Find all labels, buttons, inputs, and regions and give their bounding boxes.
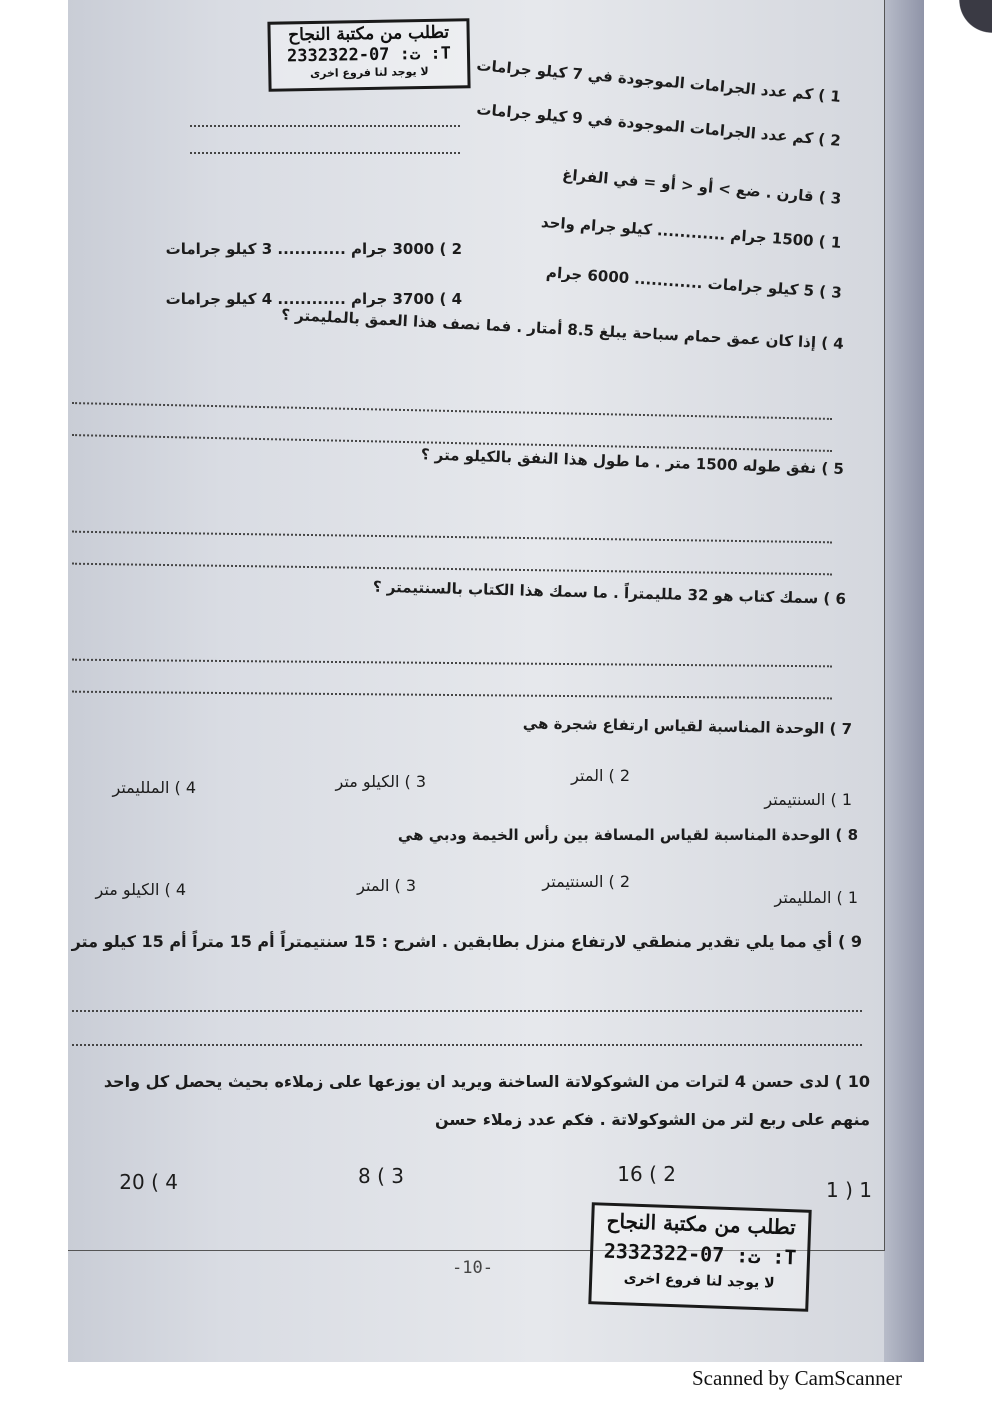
stamp-line3: لا يوجد لنا فروع اخرى bbox=[309, 64, 429, 81]
corner-shadow bbox=[922, 0, 992, 40]
question-10-option-3[interactable]: 3 ) 8 bbox=[358, 1164, 404, 1188]
question-10-option-4[interactable]: 4 ) 20 bbox=[119, 1170, 178, 1194]
page-edge-shadow bbox=[884, 0, 924, 1362]
question-3-item-3: 3 ) 5 كيلو جرامات ............ 6000 جرام bbox=[545, 263, 842, 302]
question-7: 7 ) الوحدة المناسبة لقياس ارتفاع شجرة هي bbox=[522, 714, 852, 738]
question-1b: 2 ) كم عدد الجرامات الموجودة في 9 كيلو جرامات bbox=[476, 100, 842, 150]
scanner-label: Scanned by CamScanner bbox=[692, 1366, 902, 1390]
footer-stamp bbox=[588, 1202, 811, 1312]
question-3-title: 3 ) قارن . ضع > أو < أو = في الفراغ bbox=[561, 165, 842, 208]
question-7-option-4[interactable]: 4 ) الملليمتر bbox=[112, 778, 196, 797]
answer-line-9a[interactable] bbox=[72, 1010, 862, 1012]
question-3-item-2: 2 ) 3000 جرام ............ 3 كيلو جرامات bbox=[165, 240, 462, 258]
question-9: 9 ) أي مما يلي تقدير منطقي لارتفاع منزل بطابقين . اشرح : 15 سنتيمتراً أم 15 متراً أم 15 كيلو متر bbox=[71, 932, 862, 951]
question-4: 4 ) إذا كان عمق حمام سباحة يبلغ 8.5 أمتار . فما نصف هذا العمق بالمليمتر ؟ bbox=[280, 305, 844, 353]
question-8-option-3[interactable]: 3 ) المتر bbox=[357, 876, 416, 895]
stamp-line1: تطلب من مكتبة النجاح bbox=[606, 1208, 797, 1240]
stamp-line2: ت: 07-2332322 :T bbox=[286, 43, 452, 67]
page-number: -10- bbox=[452, 1258, 493, 1278]
question-8-option-2[interactable]: 2 ) السنتيمتر bbox=[542, 872, 630, 891]
question-5: 5 ) نفق طوله 1500 متر . ما طول هذا النفق بالكيلو متر ؟ bbox=[420, 445, 844, 478]
answer-line-1b[interactable] bbox=[190, 152, 460, 154]
answer-line-9b[interactable] bbox=[72, 1044, 862, 1046]
question-8: 8 ) الوحدة المناسبة لقياس المسافة بين رأس الخيمة ودبي هي bbox=[397, 826, 858, 844]
question-3-item-1: 1 ) 1500 جرام ............ كيلو جرام واحد bbox=[540, 213, 842, 252]
question-6: 6 ) سمك كتاب هو 32 ملليمتراً . ما سمك هذا الكتاب بالسنتيمتر ؟ bbox=[372, 577, 846, 608]
question-7-option-1[interactable]: 1 ) السنتيمتر bbox=[764, 790, 852, 809]
question-10-option-1[interactable]: 1 ( 1 bbox=[826, 1178, 872, 1202]
question-8-option-4[interactable]: 4 ) الكيلو متر bbox=[95, 880, 186, 899]
question-7-option-2[interactable]: 2 ) المتر bbox=[571, 766, 630, 785]
stamp-line3: لا يوجد لنا فروع اخرى bbox=[623, 1270, 775, 1292]
question-10-option-2[interactable]: 2 ) 16 bbox=[617, 1162, 676, 1186]
stamp-line1: تطلب من مكتبة النجاح bbox=[288, 22, 450, 46]
question-3-item-4: 4 ) 3700 جرام ............ 4 كيلو جرامات bbox=[165, 290, 462, 308]
question-7-option-3[interactable]: 3 ) الكيلو متر bbox=[335, 772, 426, 791]
question-1a: 1 ) كم عدد الجرامات الموجودة في 7 كيلو جرامات bbox=[476, 56, 842, 106]
question-10-line-1: 10 ) لدى حسن 4 لترات من الشوكولاتة الساخنة ويريد ان يوزعها على زملاءه بحيث يحصل كل واحد bbox=[103, 1072, 870, 1091]
question-8-option-1[interactable]: 1 ) الملليمتر bbox=[774, 888, 858, 907]
header-stamp bbox=[267, 18, 470, 92]
stamp-line2: ت: 07-2332322 :T bbox=[603, 1238, 797, 1270]
answer-line-1a[interactable] bbox=[190, 125, 460, 127]
question-10-line-2: منهم على ربع لتر من الشوكولاتة . فكم عدد زملاء حسن bbox=[434, 1110, 870, 1129]
